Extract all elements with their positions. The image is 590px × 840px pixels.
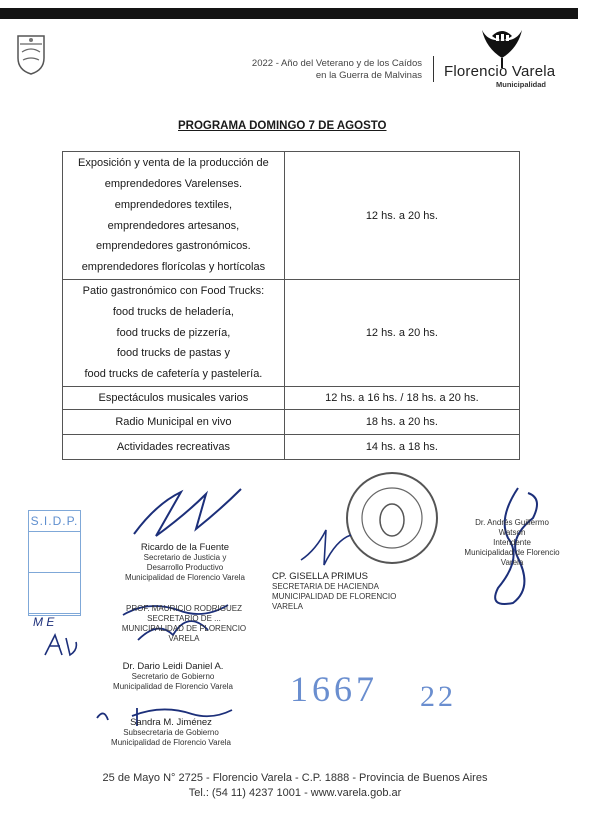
signer-org: MUNICIPALIDAD DE FLORENCIO VARELA <box>121 624 247 643</box>
municipal-shield-icon <box>14 32 48 76</box>
activity-line: Patio gastronómico con Food Trucks: <box>82 285 265 297</box>
time-cell: 18 hs. a 20 hs. <box>284 410 519 435</box>
signature-block-leidi <box>98 662 248 692</box>
signer-role: Intendente <box>493 538 531 547</box>
signer-name: Dr. Andrés Guillermo Watson <box>475 518 549 537</box>
activity-cell <box>63 280 285 387</box>
time-cell: 12 hs. a 20 hs. <box>284 280 519 387</box>
sidp-stamp <box>28 510 81 616</box>
signer-org: Municipalidad de Florencio Varela <box>113 682 233 691</box>
sidp-box <box>29 532 80 573</box>
year-motto <box>230 58 422 82</box>
sidp-box <box>29 573 80 614</box>
activity-line: emprendedores textiles, <box>114 198 233 211</box>
document-title: PROGRAMA DOMINGO 7 DE AGOSTO <box>178 120 387 132</box>
activity-line: emprendedores Varelenses. <box>104 177 243 190</box>
signer-org: Municipalidad de Florencio Varela <box>125 573 245 582</box>
activity-line: emprendedores gastronómicos. <box>96 240 251 253</box>
signer-org: Municipalidad de Florencio Varela <box>464 548 560 567</box>
brand-name: Florencio Varela <box>444 63 556 80</box>
signer-name: Dr. Dario Leidi Daniel A. <box>122 661 224 672</box>
signer-role: SECRETARIA DE HACIENDA <box>272 582 379 591</box>
signature-block-jimenez <box>96 718 246 748</box>
activity-line: emprendedores florícolas y hortícolas <box>81 261 266 274</box>
signer-role: Secretario de Gobierno <box>131 672 215 681</box>
activity-line: Exposición y venta de la producción de <box>78 157 269 170</box>
file-number-stamp: 1667 <box>290 669 378 709</box>
sidp-title: S.I.D.P. <box>29 511 80 532</box>
signer-name: Sandra M. Jiménez <box>130 717 212 728</box>
signer-role: Secretario de Justicia y <box>143 553 227 562</box>
time-cell: 12 hs. a 16 hs. / 18 hs. a 20 hs. <box>284 387 519 410</box>
program-table <box>62 151 520 460</box>
signature-block-rodriguez <box>114 604 254 644</box>
table-row <box>63 387 520 410</box>
signer-name: Ricardo de la Fuente <box>140 542 230 553</box>
signer-role: Subsecretaria de Gobierno <box>123 728 219 737</box>
activity-cell: Espectáculos musicales varios <box>63 387 285 410</box>
year-motto-line-1: 2022 - Año del Veterano y de los Caídos <box>251 58 422 69</box>
activity-line: food trucks de pastas y <box>116 347 230 360</box>
table-row <box>63 280 520 387</box>
table-row <box>63 435 520 460</box>
activity-cell <box>63 152 285 280</box>
signer-role: Desarrollo Productivo <box>146 563 224 572</box>
signature-fuente-icon <box>126 484 256 544</box>
activity-line: food trucks de pizzería, <box>116 326 231 339</box>
activity-line: food trucks de cafetería y pastelería. <box>84 368 263 381</box>
header-divider <box>433 56 434 82</box>
signer-org: MUNICIPALIDAD DE FLORENCIO VARELA <box>272 592 397 611</box>
signature-block-fuente <box>110 543 260 583</box>
activity-cell: Actividades recreativas <box>63 435 285 460</box>
activity-line: emprendedores artesanos, <box>107 219 240 232</box>
signer-org: Municipalidad de Florencio Varela <box>111 738 231 747</box>
signer-name: CP. GISELLA PRIMUS <box>272 571 368 582</box>
year-motto-line-2: en la Guerra de Malvinas <box>315 70 422 81</box>
signer-role: SECRETARIO DE ... <box>147 614 221 623</box>
footer-contact: Tel.: (54 11) 4237 1001 - www.varela.gob.ar <box>188 787 402 799</box>
time-cell: 12 hs. a 20 hs. <box>284 152 519 280</box>
initials-mark-icon <box>40 630 80 660</box>
activity-line: food trucks de heladería, <box>112 305 234 318</box>
signature-block-watson <box>462 518 562 568</box>
top-black-bar <box>0 8 578 19</box>
activity-cell: Radio Municipal en vivo <box>63 410 285 435</box>
time-cell: 14 hs. a 18 hs. <box>284 435 519 460</box>
signature-block-primus <box>272 572 422 612</box>
file-year-stamp: 22 <box>420 680 456 713</box>
signature-primus-icon <box>296 520 366 570</box>
table-row <box>63 410 520 435</box>
sidp-note: M E <box>33 615 55 629</box>
signer-name: PROF. MAURICIO RODRIGUEZ <box>125 604 242 613</box>
brand-subtitle: Municipalidad <box>496 80 547 89</box>
footer-address: 25 de Mayo N° 2725 - Florencio Varela - C.P. 1888 - Provincia de Buenos Aires <box>102 772 488 784</box>
table-row <box>63 152 520 280</box>
